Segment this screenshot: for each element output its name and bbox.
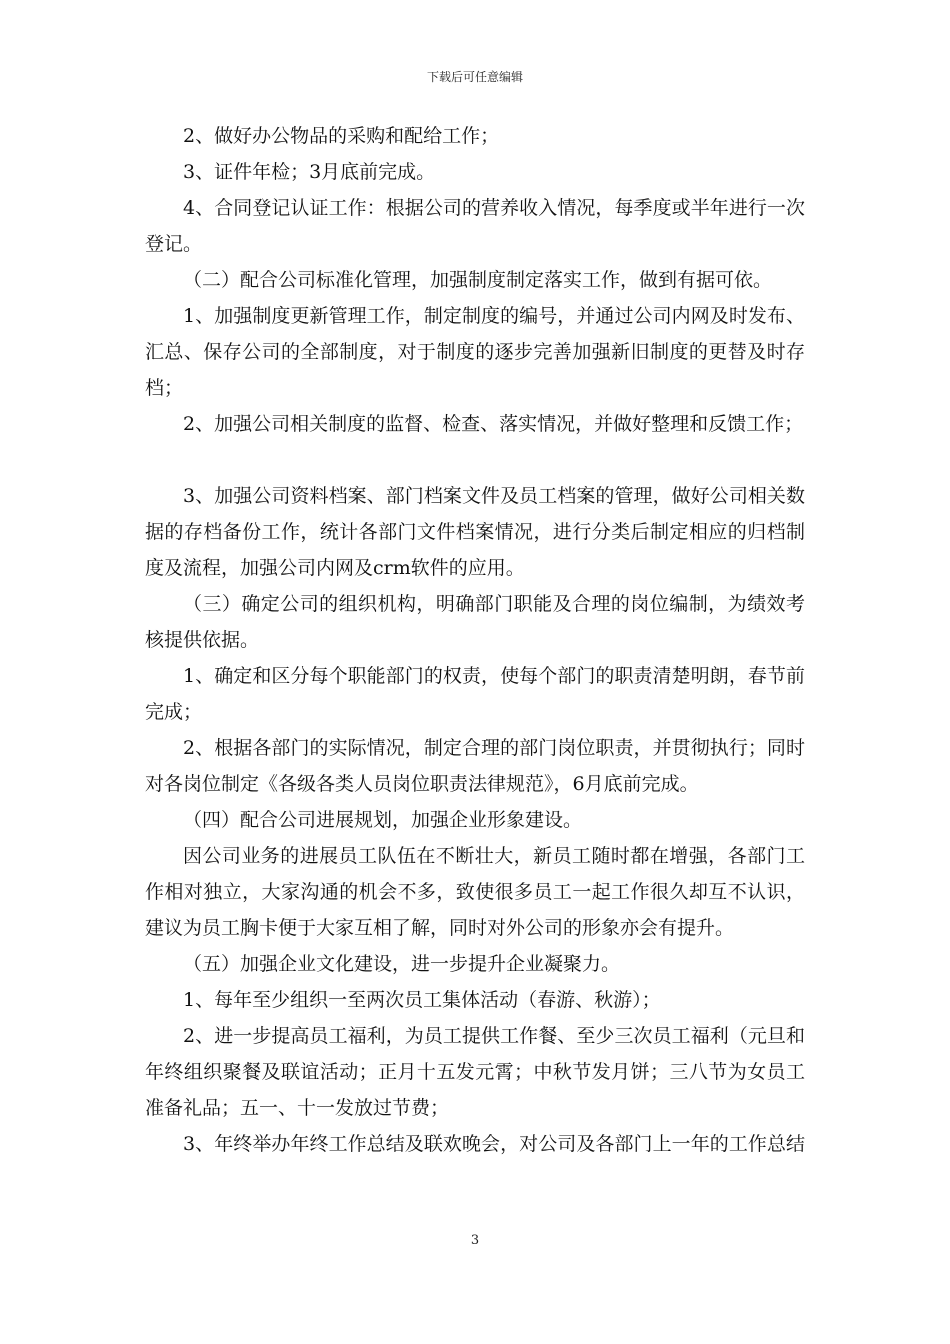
section-heading: （四）配合公司进展规划，加强企业形象建设。	[183, 809, 583, 831]
paragraph-line: 因公司业务的进展员工队伍在不断壮大，新员工随时都在增强，各部门工	[183, 845, 805, 867]
paragraph-line: 3、加强公司资料档案、部门档案文件及员工档案的管理，做好公司相关数	[183, 485, 805, 507]
paragraph-line: 登记。	[145, 233, 203, 255]
section-heading: （二）配合公司标准化管理，加强制度制定落实工作，做到有据可依。	[183, 269, 773, 291]
paragraph-line: 建议为员工胸卡便于大家互相了解，同时对外公司的形象亦会有提升。	[145, 917, 735, 939]
paragraph-line: 2、做好办公物品的采购和配给工作；	[183, 125, 500, 147]
paragraph-line: 2、加强公司相关制度的监督、检查、落实情况，并做好整理和反馈工作；	[183, 413, 804, 435]
page-header: 下载后可任意编辑	[426, 70, 523, 84]
paragraph-line: 作相对独立，大家沟通的机会不多，致使很多员工一起工作很久却互不认识，	[145, 881, 805, 903]
paragraph-line: 汇总、保存公司的全部制度，对于制度的逐步完善加强新旧制度的更替及时存	[145, 341, 805, 363]
section-heading: （五）加强企业文化建设，进一步提升企业凝聚力。	[183, 953, 621, 975]
paragraph-line: 1、确定和区分每个职能部门的权责，使每个部门的职责清楚明朗，春节前	[183, 665, 805, 687]
paragraph-line: 年终组织聚餐及联谊活动；正月十五发元霄；中秋节发月饼；三八节为女员工	[145, 1061, 805, 1083]
paragraph-line: 准备礼品；五一、十一发放过节费；	[145, 1097, 450, 1119]
paragraph-line: 3、年终举办年终工作总结及联欢晚会，对公司及各部门上一年的工作总结	[183, 1133, 805, 1155]
section-heading: 核提供依据。	[145, 629, 260, 651]
paragraph-line: 度及流程，加强公司内网及crm软件的应用。	[145, 557, 525, 579]
page-number: 3	[470, 1233, 480, 1248]
paragraph-line: 据的存档备份工作，统计各部门文件档案情况，进行分类后制定相应的归档制	[145, 521, 805, 543]
blank-line	[145, 442, 805, 478]
paragraph-line: 档；	[145, 377, 184, 399]
paragraph-line: 完成；	[145, 701, 203, 723]
paragraph-line: 1、每年至少组织一至两次员工集体活动（春游、秋游）；	[183, 989, 661, 1011]
paragraph-line: 1、加强制度更新管理工作，制定制度的编号，并通过公司内网及时发布、	[183, 305, 805, 327]
paragraph-line: 2、进一步提高员工福利，为员工提供工作餐、至少三次员工福利（元旦和	[183, 1025, 805, 1047]
document-body	[145, 118, 805, 1162]
paragraph-line: 3、证件年检；3月底前完成。	[183, 161, 436, 183]
section-heading: （三）确定公司的组织机构，明确部门职能及合理的岗位编制，为绩效考	[183, 593, 805, 615]
paragraph-line: 对各岗位制定《各级各类人员岗位职责法律规范》，6月底前完成。	[145, 773, 699, 795]
paragraph-line: 4、合同登记认证工作：根据公司的营养收入情况，每季度或半年进行一次	[183, 197, 805, 219]
paragraph-line: 2、根据各部门的实际情况，制定合理的部门岗位职责，并贯彻执行；同时	[183, 737, 805, 759]
